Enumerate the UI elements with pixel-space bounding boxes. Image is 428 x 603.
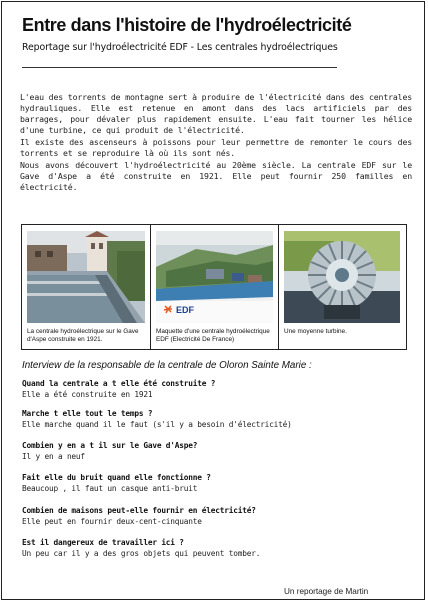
intro-text (20, 92, 412, 194)
caption-turbine: Une moyenne turbine. (284, 328, 347, 335)
interview-title: Interview de la responsable de la centrale de Oloron Sainte Marie : (22, 360, 312, 371)
interview-question: Quand la centrale a t elle été construite ? (22, 379, 216, 388)
edf-logo: EDF (176, 305, 194, 315)
interview-question: Est il dangereux de travailler ici ? (22, 538, 184, 547)
caption-dam: La centrale hydroélectrique sur le Gave d'Aspe construite en 1921. (27, 328, 139, 343)
interview-answer: Il y en a neuf (22, 452, 85, 461)
interview-answer: Elle a été construite en 1921 (22, 390, 153, 399)
title-divider (22, 67, 337, 68)
interview-answer: Elle marche quand il le faut (s'il y a besoin d'électricité) (22, 420, 292, 429)
caption-model: Maquette d'une centrale hydroélectrique EDF (Electricité De France) (156, 328, 270, 343)
intro-paragraph: Il existe des ascenseurs à poissons pour leur permettre de remonter le cours des torrents et se reproduire là où ils sont nés. (20, 137, 412, 158)
model-photo (156, 231, 273, 323)
dam-photo (27, 231, 145, 323)
gallery-cell-turbine (279, 225, 406, 349)
interview-answer: Un peu car il y a des gros objets qui peuvent tomber. (22, 549, 261, 558)
intro-paragraph: Nous avons découvert l'hydroélectricité au 20ème siècle. La centrale EDF sur le Gave d'Aspe a été construite en 1921. Elle peut fournir 250 familles en électricité. (20, 160, 412, 192)
interview-answer: Elle peut en fournir deux-cent-cinquante (22, 517, 202, 526)
interview-question: Marche t elle tout le temps ? (22, 409, 153, 418)
author-signature: Un reportage de Martin (284, 587, 369, 596)
photo-gallery (21, 224, 407, 350)
gallery-cell-model (151, 225, 279, 349)
qa-item (22, 378, 402, 400)
intro-paragraph: L'eau des torrents de montagne sert à produire de l'électricité dans des centrales hydrauliques. Elle est retenue en amont dans des lacs artificiels par des barrages, pour dévaler plus rapidement ensuite. L'eau fait tourner les hélice d'une turbine, ce qui produit de l'électricité. (20, 92, 412, 135)
report-page (1, 1, 425, 600)
interview-question: Combien y en a t il sur le Gave d'Aspe? (22, 441, 198, 450)
qa-item (22, 505, 402, 527)
qa-item (22, 472, 402, 494)
interview-question: Fait elle du bruit quand elle fonctionne ? (22, 473, 211, 482)
qa-item (22, 537, 402, 559)
qa-item (22, 408, 402, 430)
page-title: Entre dans l'histoire de l'hydroélectricité (22, 15, 352, 35)
interview-answer: Beaucoup , il faut un casque anti-bruit (22, 484, 198, 493)
gallery-cell-dam (22, 225, 151, 349)
turbine-photo (284, 231, 400, 323)
qa-item (22, 440, 402, 462)
interview-question: Combien de maisons peut-elle fournir en électricité? (22, 506, 256, 515)
page-subtitle: Reportage sur l'hydroélectricité EDF - Les centrales hydroélectriques (22, 42, 338, 53)
